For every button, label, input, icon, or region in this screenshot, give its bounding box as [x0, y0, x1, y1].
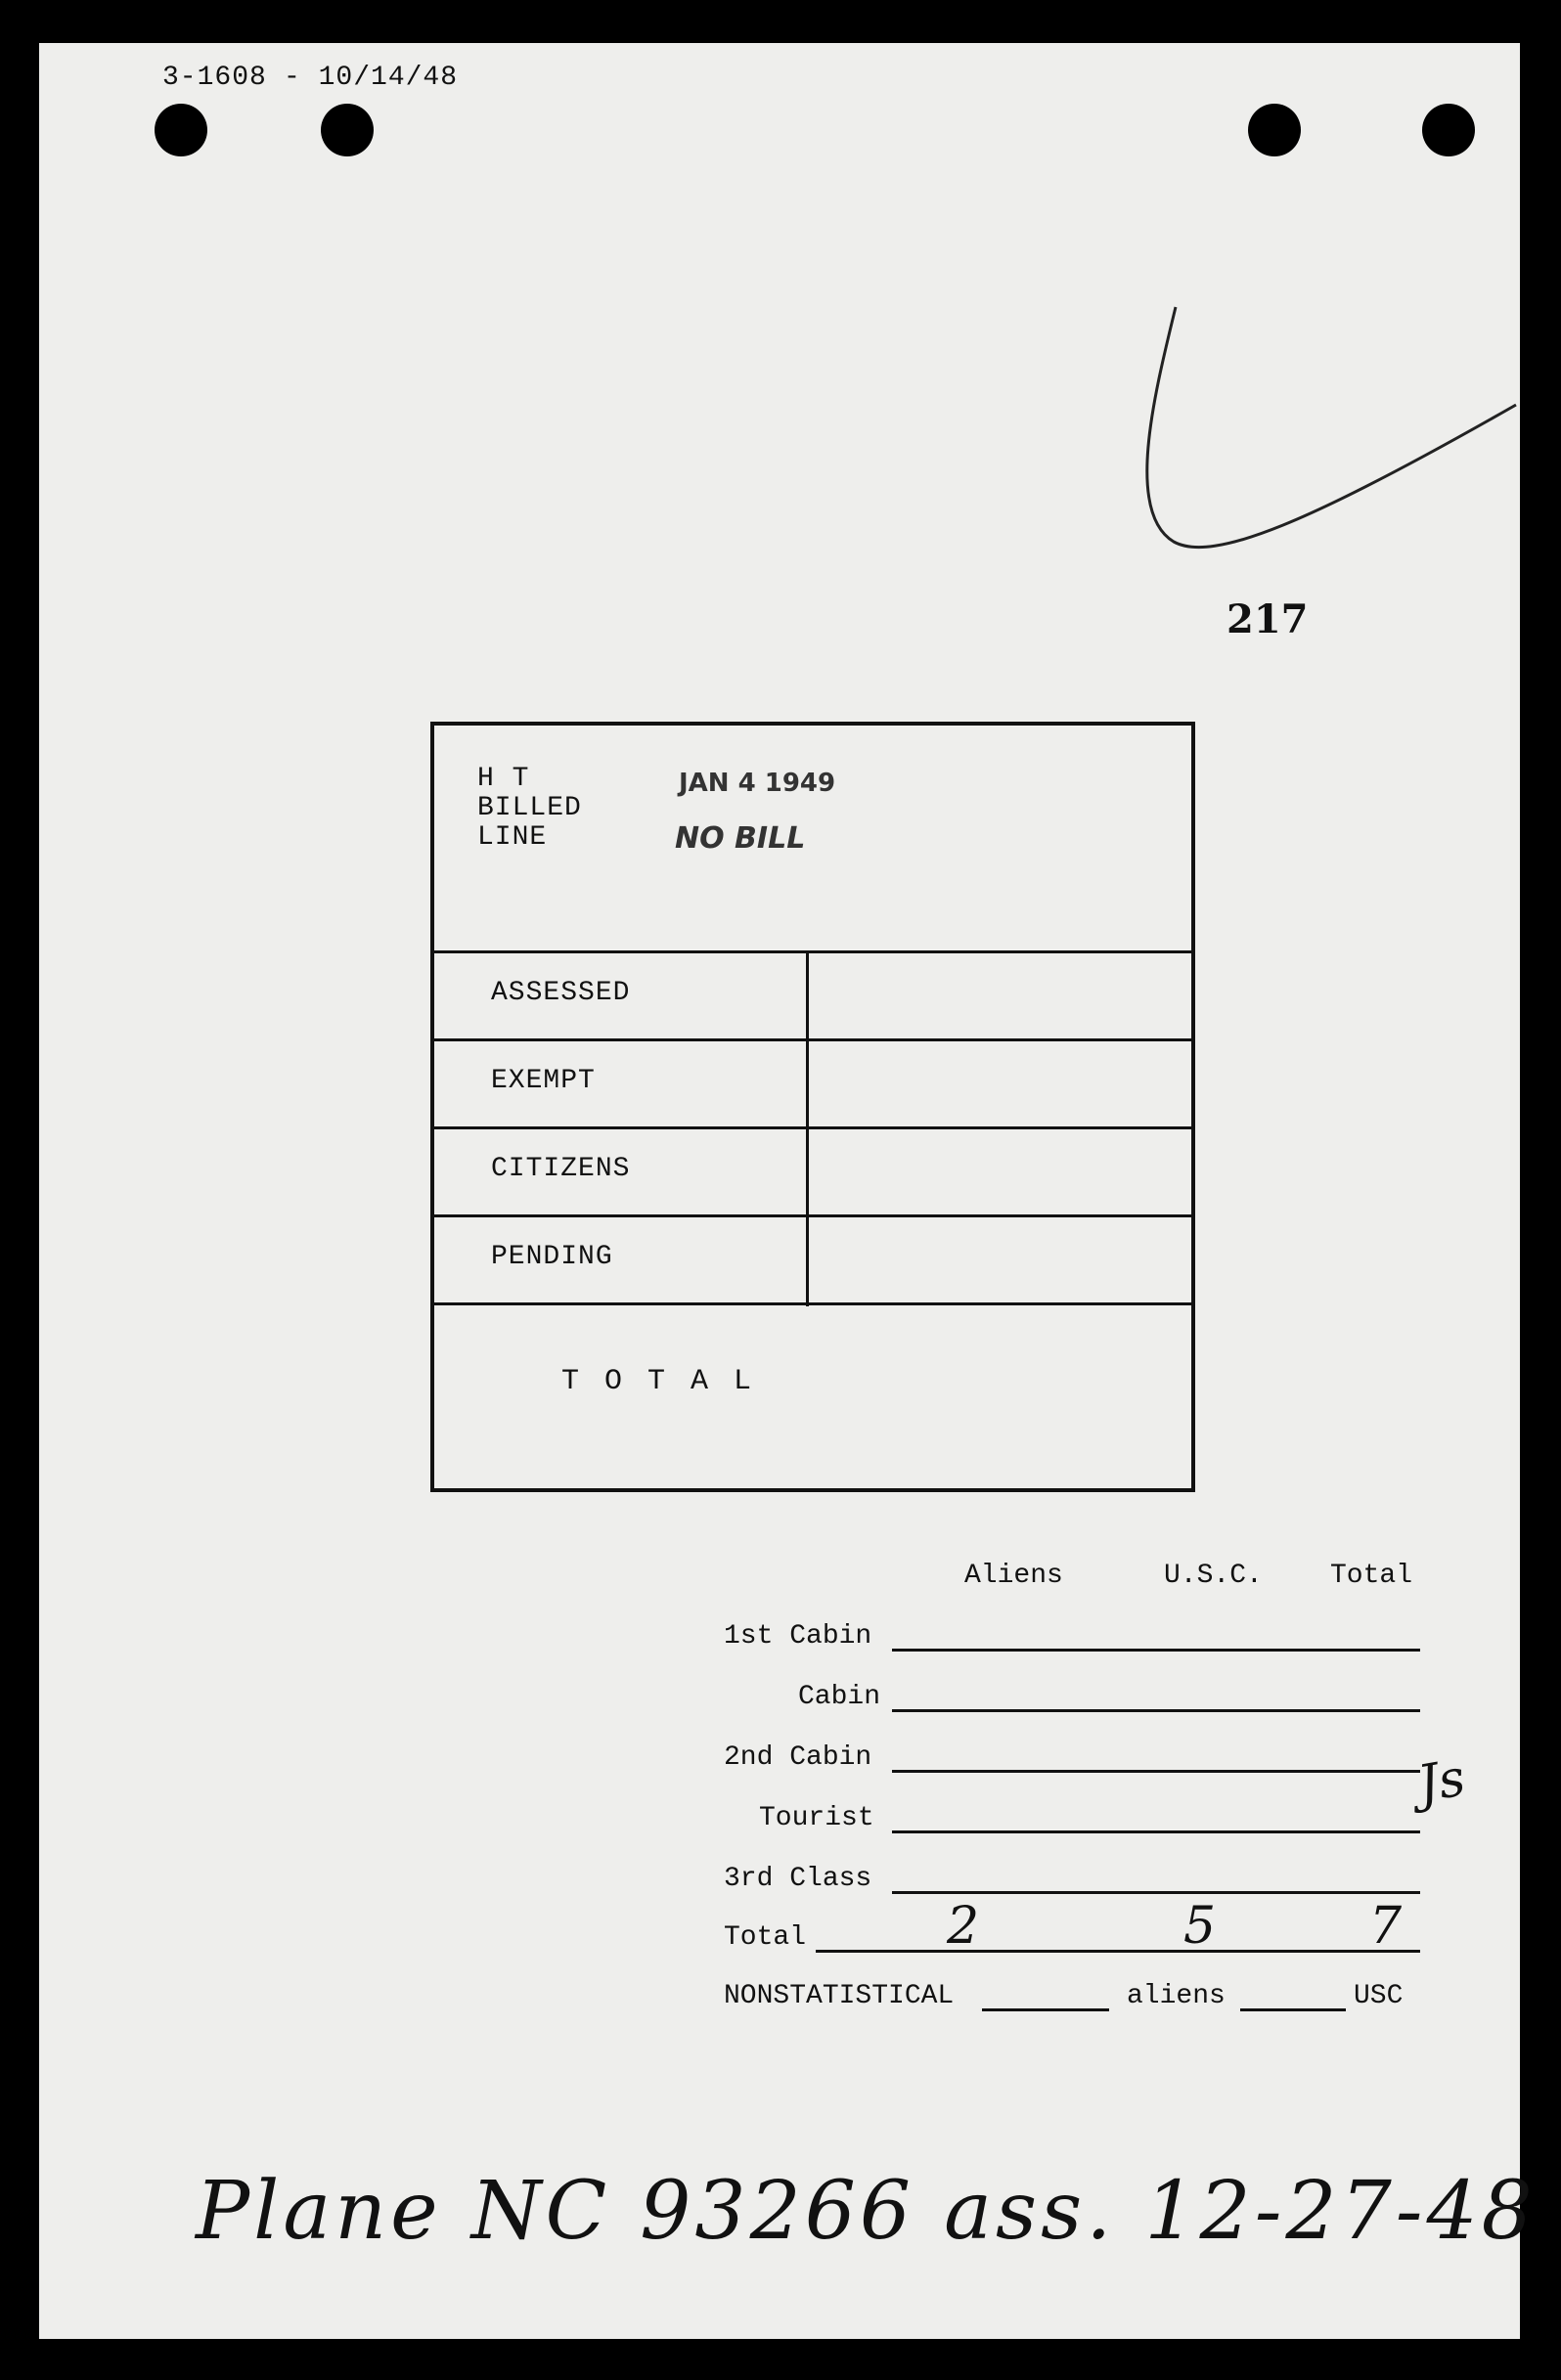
label-line: LINE	[477, 822, 548, 853]
row-1st-cabin: 1st Cabin	[724, 1621, 872, 1652]
divider	[434, 1302, 1191, 1305]
binder-hole	[1422, 104, 1475, 156]
binder-hole	[1248, 104, 1301, 156]
row-cabin: Cabin	[798, 1682, 881, 1712]
fill-line	[892, 1649, 1420, 1652]
total-total-value: 7	[1369, 1897, 1403, 1956]
row-assessed-label: ASSESSED	[491, 978, 631, 1008]
handwritten-footer-note: Plane NC 93266 ass. 12-27-48	[196, 2165, 1537, 2258]
nonstatistical-aliens-label: aliens	[1127, 1981, 1226, 2011]
fill-line	[1240, 2008, 1346, 2011]
nonstatistical-usc-label: USC	[1354, 1981, 1404, 2011]
document-page	[39, 43, 1537, 2339]
binder-hole	[155, 104, 207, 156]
label-billed: BILLED	[477, 793, 582, 823]
divider	[434, 1214, 1191, 1217]
col-aliens: Aliens	[964, 1561, 1063, 1591]
binder-hole	[321, 104, 374, 156]
fill-line	[816, 1950, 1420, 1953]
fill-line	[892, 1891, 1420, 1894]
nonstatistical-label: NONSTATISTICAL	[724, 1981, 955, 2011]
total-usc-value: 5	[1183, 1897, 1217, 1956]
form-number: 3-1608	[162, 63, 267, 93]
header-labels	[477, 765, 582, 853]
total-label: T O T A L	[561, 1365, 756, 1398]
divider	[434, 1126, 1191, 1129]
label-ht: H T	[477, 764, 530, 794]
divider	[434, 950, 1191, 953]
billing-form-box	[430, 722, 1195, 1492]
total-aliens-value: 2	[947, 1897, 980, 1956]
handwritten-initials: Js	[1413, 1748, 1470, 1815]
row-3rd-class: 3rd Class	[724, 1864, 872, 1894]
row-2nd-cabin: 2nd Cabin	[724, 1742, 872, 1773]
col-total: Total	[1330, 1561, 1413, 1591]
col-usc: U.S.C.	[1164, 1561, 1263, 1591]
row-total: Total	[724, 1922, 807, 1953]
date-stamp: JAN 4 1949	[679, 769, 836, 798]
fill-line	[892, 1709, 1420, 1712]
form-date: - 10/14/48	[284, 63, 459, 93]
check-mark-icon	[1115, 258, 1526, 591]
fill-line	[982, 2008, 1109, 2011]
page-number: 217	[1226, 596, 1309, 642]
row-pending-label: PENDING	[491, 1242, 613, 1272]
fill-line	[892, 1770, 1420, 1773]
row-citizens-label: CITIZENS	[491, 1154, 631, 1184]
no-bill-stamp: NO BILL	[675, 821, 806, 856]
column-divider	[806, 952, 809, 1306]
row-tourist: Tourist	[759, 1803, 874, 1833]
row-exempt-label: EXEMPT	[491, 1066, 596, 1096]
divider	[434, 1038, 1191, 1041]
fill-line	[892, 1830, 1420, 1833]
